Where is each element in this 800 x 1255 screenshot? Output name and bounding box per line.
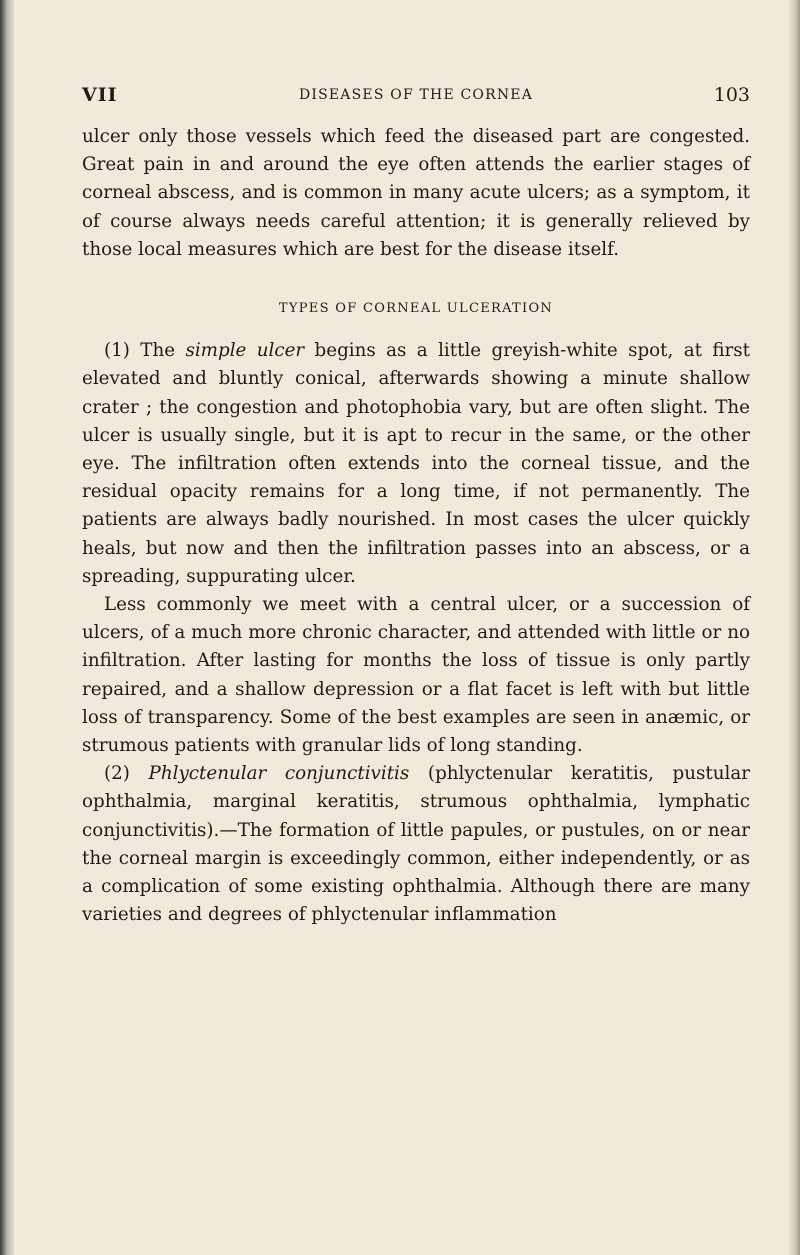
simple-ulcer-number: (1) The (104, 340, 186, 362)
running-title: DISEASES OF THE CORNEA (298, 87, 534, 103)
book-page (82, 84, 750, 929)
simple-ulcer-term: simple ulcer (185, 340, 305, 362)
phlyctenular-paragraph (82, 760, 750, 929)
chapter-number: VII (82, 84, 118, 106)
running-head (82, 84, 750, 114)
phlyctenular-number: (2) (104, 763, 149, 785)
book-binding-right-edge (788, 0, 800, 1255)
continuation-paragraph: ulcer only those vessels which feed the diseased part are congested. Great pain in and around the eye often attends the earlier stages of corneal abscess, and is common in many acute ulcers; as a symptom, it of course always needs careful attention; it is generally relieved by those local measures which are best for the disease itself. (82, 126, 750, 260)
section-heading: TYPES OF CORNEAL ULCERATION (278, 301, 554, 317)
simple-ulcer-paragraph (82, 337, 750, 591)
central-ulcer-paragraph: Less commonly we meet with a central ulcer, or a succession of ulcers, of a much more chronic character, and attended with little or no infiltration. After lasting for months the loss of tissue is only partly repaired, and a shallow depression or a flat facet is left with but little loss of transparency. Some of the best examples are seen in anæmic, or strumous patients with granular lids of long standing. (82, 594, 750, 757)
phlyctenular-text: (phlyctenular keratitis, pustular ophthalmia, marginal keratitis, strumous ophthalmia, lymphatic conjunctivitis).—The formation of little papules, or pustules, on or near the corneal margin is exceedingly common, either independently, or as a complication of some existing ophthalmia. Although there are many varieties and degrees of phlyctenular inflammation (82, 763, 751, 926)
body-text (82, 123, 750, 929)
phlyctenular-term: Phlyctenular conjunctivitis (148, 763, 410, 785)
book-binding-left-edge (0, 0, 14, 1255)
simple-ulcer-text: begins as a little greyish-white spot, at first elevated and bluntly conical, afterwards showing a minute shallow crater ; the congestion and photophobia vary, but are often slight. The ulcer is usually single, but it is apt to recur in the same, or the other eye. The infiltration often extends into the corneal tissue, and the residual opacity remains for a long time, if not permanently. The patients are always badly nourished. In most cases the ulcer quickly heals, but now and then the infiltration passes into an abscess, or a spreading, suppurating ulcer. (82, 340, 750, 587)
page-number: 103 (713, 84, 750, 106)
